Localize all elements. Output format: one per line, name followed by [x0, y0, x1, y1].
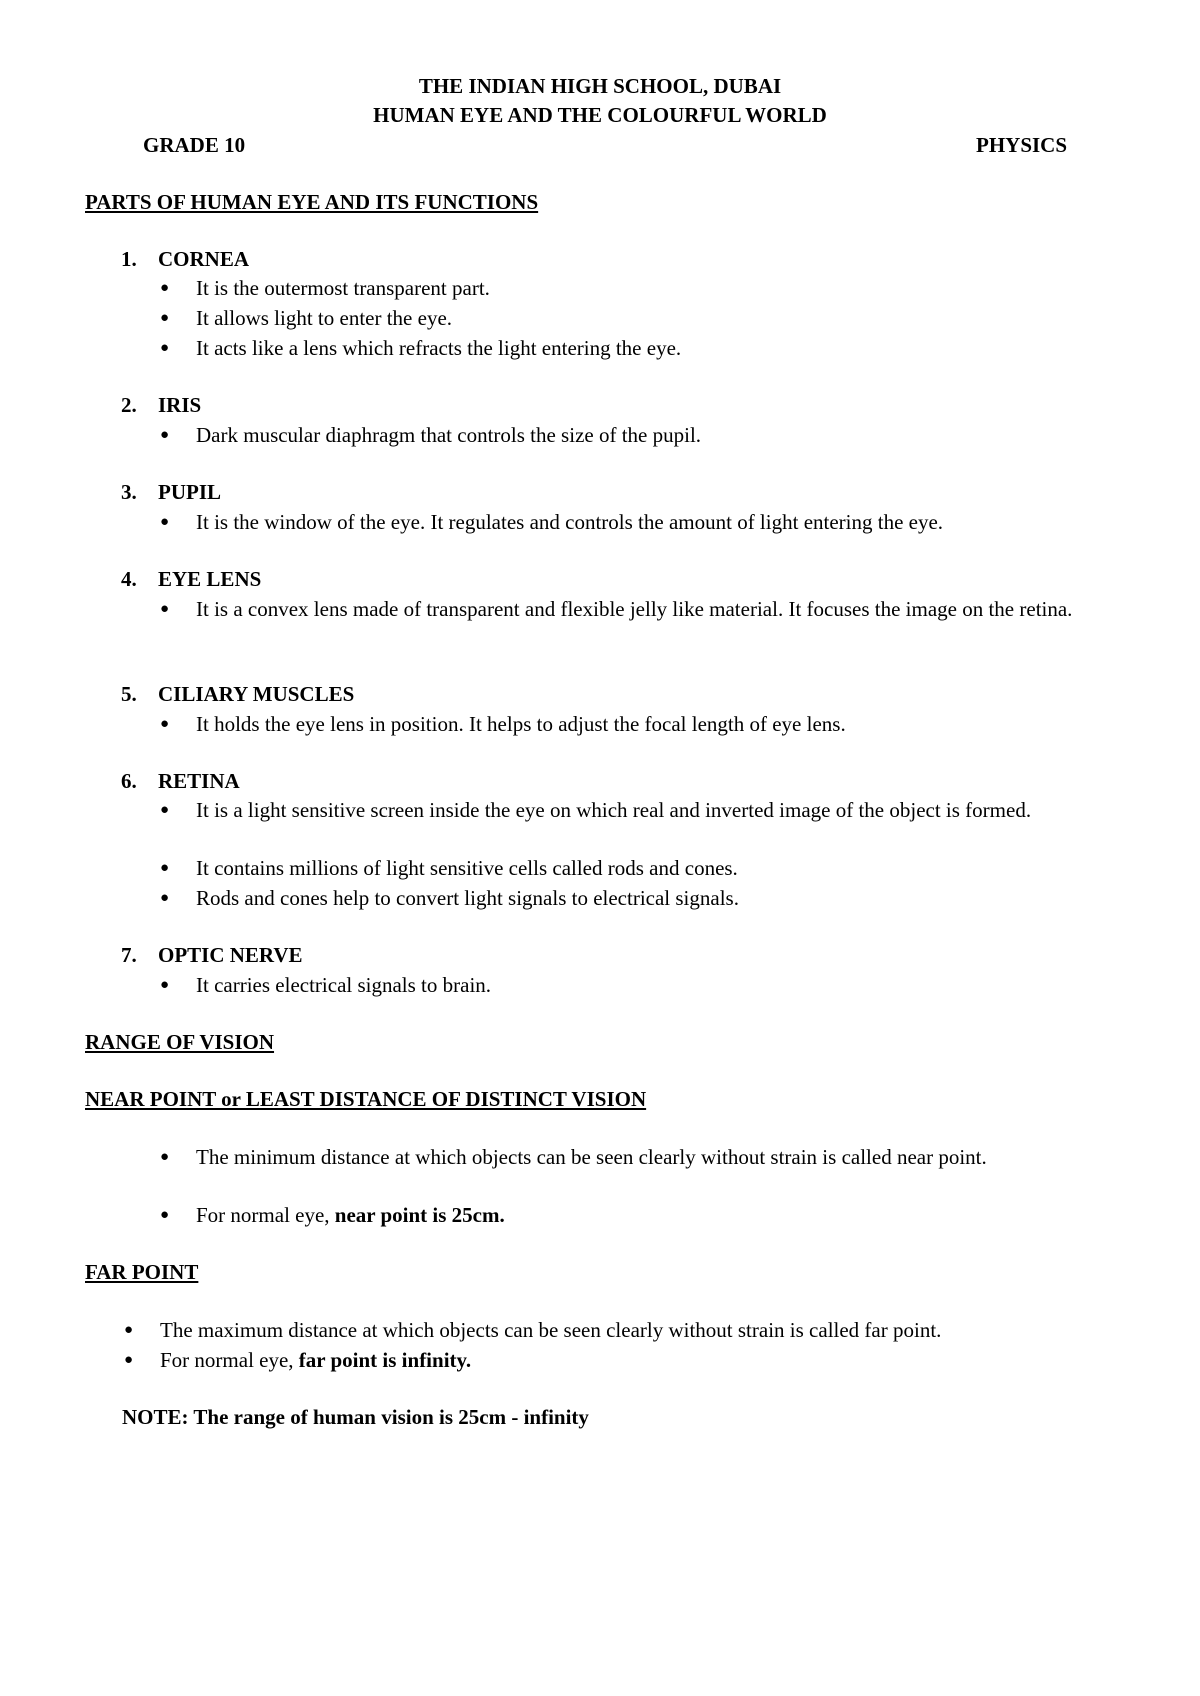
list-item: ● It acts like a lens which refracts the light entering the eye. — [160, 336, 682, 360]
part-title-iris: 2. IRIS — [121, 393, 202, 417]
part-title-retina: 6. RETINA — [121, 769, 240, 793]
note: NOTE: The range of human vision is 25cm - infinity — [122, 1405, 589, 1429]
near-point-heading: NEAR POINT or LEAST DISTANCE OF DISTINCT VISION — [85, 1087, 647, 1111]
far-point-heading: FAR POINT — [85, 1260, 199, 1284]
list-item: ● It is a convex lens made of transparent and flexible jelly like material. It focuses the image on the retina. — [160, 597, 1073, 621]
list-item: ● The maximum distance at which objects can be seen clearly without strain is called far point. — [124, 1318, 942, 1342]
list-item: ● It allows light to enter the eye. — [160, 306, 453, 330]
list-item: ● It carries electrical signals to brain. — [160, 973, 492, 997]
list-item: ● Dark muscular diaphragm that controls the size of the pupil. — [160, 423, 702, 447]
part-title-cornea: 1. CORNEA — [121, 247, 250, 271]
grade-label: GRADE 10 — [143, 133, 246, 157]
part-title-pupil: 3. PUPIL — [121, 480, 221, 504]
list-item: ● The minimum distance at which objects can be seen clearly without strain is called near point. — [160, 1145, 987, 1169]
school-name: THE INDIAN HIGH SCHOOL, DUBAI — [418, 74, 782, 98]
list-item: ● For normal eye, near point is 25cm. — [160, 1203, 505, 1227]
range-heading: RANGE OF VISION — [85, 1030, 275, 1054]
list-item: ● For normal eye, far point is infinity. — [124, 1348, 472, 1372]
part-title-ciliary-muscles: 5. CILIARY MUSCLES — [121, 682, 355, 706]
list-item: ● It is the outermost transparent part. — [160, 276, 490, 300]
part-title-optic-nerve: 7. OPTIC NERVE — [121, 943, 303, 967]
list-item: ● It contains millions of light sensitive cells called rods and cones. — [160, 856, 738, 880]
parts-heading: PARTS OF HUMAN EYE AND ITS FUNCTIONS — [85, 190, 539, 214]
list-item: ● It is the window of the eye. It regulates and controls the amount of light entering the eye. — [160, 510, 944, 534]
subject-label: PHYSICS — [976, 133, 1068, 157]
list-item: ● It is a light sensitive screen inside the eye on which real and inverted image of the object is formed. — [160, 798, 1032, 822]
part-title-eye-lens: 4. EYE LENS — [121, 567, 262, 591]
list-item: ● Rods and cones help to convert light signals to electrical signals. — [160, 886, 739, 910]
list-item: ● It holds the eye lens in position. It helps to adjust the focal length of eye lens. — [160, 712, 846, 736]
chapter-title: HUMAN EYE AND THE COLOURFUL WORLD — [373, 103, 827, 127]
